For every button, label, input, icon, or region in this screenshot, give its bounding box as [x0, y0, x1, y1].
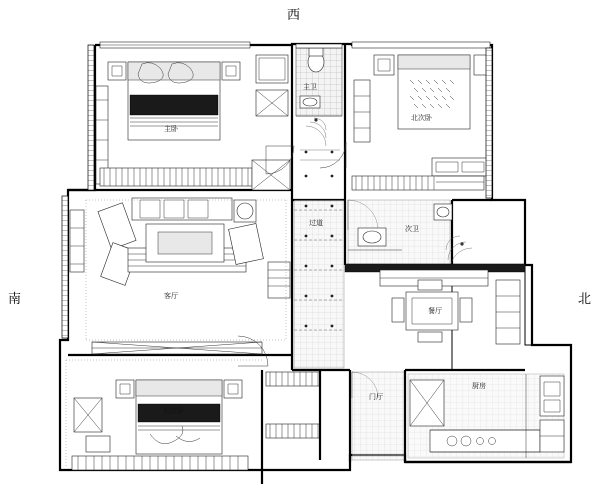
room-label-dining-room: 餐厅	[428, 307, 442, 315]
compass-label-south: 南	[8, 292, 23, 307]
living-room-furniture	[70, 198, 290, 354]
room-label-entry-hall: 门厅	[369, 393, 383, 401]
room-label-second-bathroom: 次卫	[405, 225, 419, 233]
compass-label-north: 北	[578, 292, 593, 307]
second-bathroom-fixtures	[348, 200, 472, 270]
dining-room-furniture	[345, 264, 525, 344]
master-bedroom-furniture	[96, 42, 290, 190]
room-label-main-bathroom: 主卫	[303, 83, 317, 91]
entry-hall	[266, 370, 404, 460]
kitchen-fixtures	[408, 374, 564, 458]
room-label-north-second-bedroom: 北次卧	[411, 114, 432, 122]
compass-label-west: 西	[287, 8, 302, 23]
main-bathroom-fixtures	[296, 44, 342, 146]
room-label-hallway: 过道	[309, 219, 323, 227]
room-label-living-room: 客厅	[164, 292, 178, 300]
hallway	[294, 150, 344, 368]
room-label-east-second-bedroom: 东次卧	[163, 407, 184, 415]
room-label-master-bedroom: 主卧	[164, 125, 178, 133]
room-label-kitchen: 厨房	[472, 382, 486, 390]
